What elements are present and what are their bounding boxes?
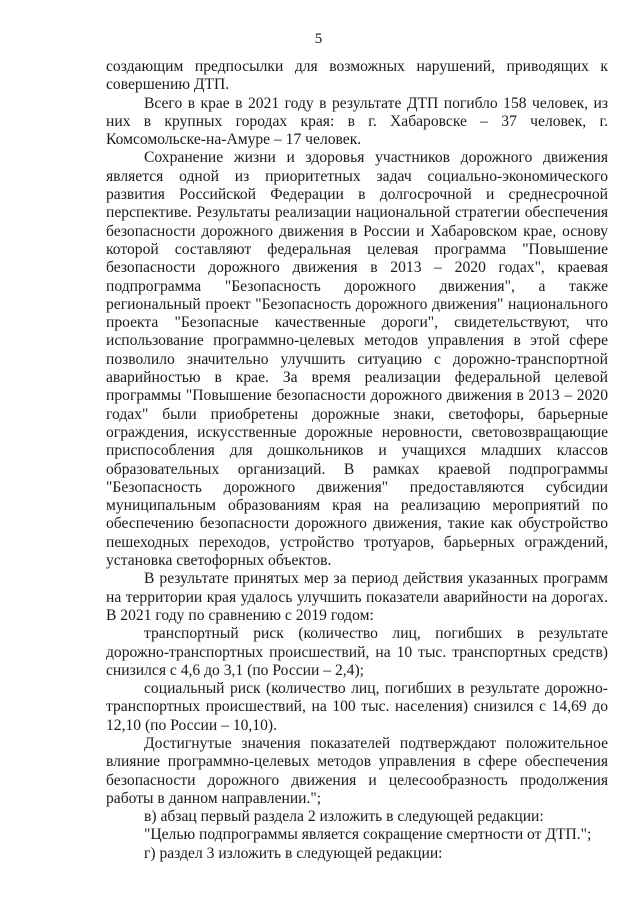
paragraph-goal-quote: "Целью подпрограммы является сокращение смертности от ДТП."; xyxy=(144,826,592,844)
paragraph-deaths-2021: Всего в крае в 2021 году в результате ДТП погибло 158 человек, из них в крупных городах края: в г. Хабаровске – 37 человек, г. Комсомольске-на-Амуре – 17 человек. xyxy=(106,94,608,149)
paragraph-amendment-g: г) раздел 3 изложить в следующей редакции: xyxy=(144,844,443,862)
paragraph-amendment-b: в) абзац первый раздела 2 изложить в следующей редакции: xyxy=(144,808,544,826)
document-body xyxy=(106,58,608,863)
paragraph-continuation: создающим предпосылки для возможных нарушений, приводящих к совершению ДТП. xyxy=(106,58,608,94)
paragraph-road-safety-strategy: Сохранение жизни и здоровья участников дорожного движения является одной из приоритетных задач социально-экономического развития Российской Федерации в долгосрочной и среднесрочной перспективе. Результаты реализации национальной стратегии обеспечения безопасности дорожного движения в России и Хабаровском крае, основу которой составляют федеральная целевая программа "Повышение безопасности дорожного движения в 2013 – 2020 годах", краевая подпрограмма "Безопасность дорожного движения", а также региональный проект "Безопасность дорожного движения" национального проекта "Безопасные качественные дороги", свидетельствуют, что использование программно-целевых методов управления в этой сфере позволило значительно улучшить ситуацию с дорожно-транспортной аварийностью в крае. За время реализации федеральной целевой программы "Повышение безопасности дорожного движения в 2013 – 2020 годах" были приобретены дорожные знаки, светофоры, барьерные ограждения, искусственные дорожные неровности, световозвращающие приспособления для дошкольников и учащихся младших классов образовательных организаций. В рамках краевой подпрограммы "Безопасность дорожного движения" предоставляются субсидии муниципальным образованиям края на реализацию мероприятий по обеспечению безопасности дорожного движения, такие как обустройство пешеходных переходов, устройство тротуаров, барьерных ограждений, установка светофорных объектов. xyxy=(106,149,608,570)
paragraph-social-risk: социальный риск (количество лиц, погибших в результате дорожно-транспортных происшествий, на 100 тыс. населения) снизился с 14,69 до 12,10 (по России – 10,10). xyxy=(106,680,608,734)
paragraph-results-intro: В результате принятых мер за период действия указанных программ на территории края удалось улучшить показатели аварийности на дорогах. В 2021 году по сравнению с 2019 годом: xyxy=(106,570,608,624)
page-number: 5 xyxy=(314,31,323,47)
paragraph-conclusion: Достигнутые значения показателей подтверждают положительное влияние программно-целевых методов управления в сфере обеспечения безопасности дорожного движения и целесообразность продолжения работы в данном направлении."; xyxy=(106,734,608,807)
paragraph-transport-risk: транспортный риск (количество лиц, погибших в результате дорожно-транспортных происшествий, на 10 тыс. транспортных средств) снизился с 4,6 до 3,1 (по России – 2,4); xyxy=(106,625,608,679)
